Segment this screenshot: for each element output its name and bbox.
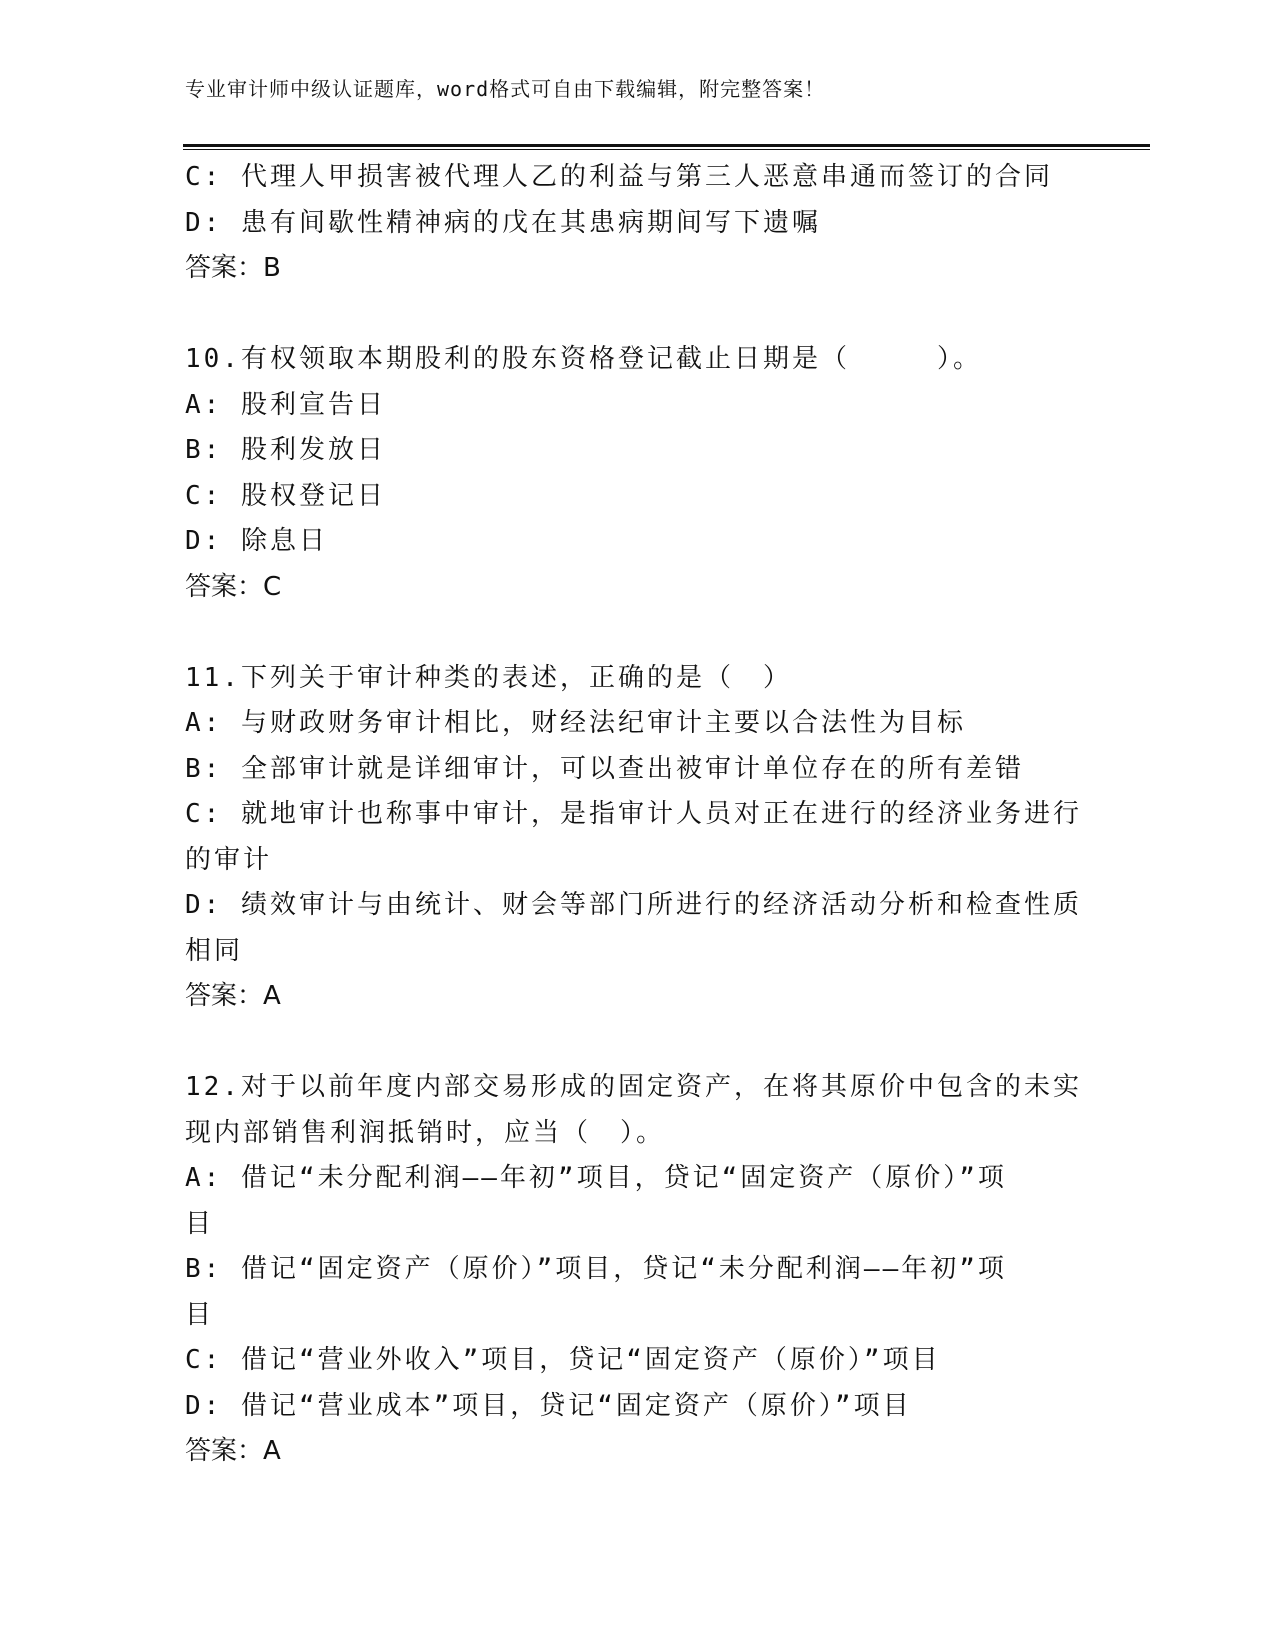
text-line: 目 xyxy=(185,1299,215,1330)
header-rule-thick xyxy=(183,144,1150,147)
text-line: 10.有权领取本期股利的股东资格登记截止日期是（ ）。 xyxy=(185,344,982,374)
text-line: 11.下列关于审计种类的表述，正确的是（ ） xyxy=(185,662,792,693)
text-line: C: 借记“营业外收入”项目，贷记“固定资产（原价）”项目 xyxy=(185,1345,941,1375)
text-line: C: 股权登记日 xyxy=(185,480,386,511)
text-line: 12.对于以前年度内部交易形成的固定资产，在将其原价中包含的未实 xyxy=(185,1072,1082,1102)
text-line: B: 全部审计就是详细审计，可以查出被审计单位存在的所有差错 xyxy=(185,753,1024,784)
text-line: D: 患有间歇性精神病的戊在其患病期间写下遗嘱 xyxy=(185,207,821,238)
answer-line: 答案：A xyxy=(185,1436,281,1466)
text-line: D: 除息日 xyxy=(185,526,328,556)
text-line: B: 股利发放日 xyxy=(185,435,386,465)
text-line: D: 绩效审计与由统计、财会等部门所进行的经济活动分析和检查性质 xyxy=(185,890,1082,920)
answer-line: 答案：B xyxy=(185,253,281,283)
answer-line: 答案：A xyxy=(185,981,281,1011)
text-line: 相同 xyxy=(185,935,244,966)
paragraph-gap xyxy=(185,292,1085,338)
text-line: C: 代理人甲损害被代理人乙的利益与第三人恶意串通而签订的合同 xyxy=(185,162,1053,192)
text-line: C: 就地审计也称事中审计，是指审计人员对正在进行的经济业务进行 xyxy=(185,799,1082,829)
question-content xyxy=(185,155,1085,1475)
text-line: A: 与财政财务审计相比，财经法纪审计主要以合法性为目标 xyxy=(185,708,966,738)
text-line: 现内部销售利润抵销时，应当（ ）。 xyxy=(185,1117,666,1148)
text-line: 的审计 xyxy=(185,844,273,875)
paragraph-gap xyxy=(185,1020,1085,1066)
text-line: D: 借记“营业成本”项目，贷记“固定资产（原价）”项目 xyxy=(185,1390,912,1421)
page-header: 专业审计师中级认证题库，word格式可自由下载编辑，附完整答案！ xyxy=(185,77,826,101)
text-line: A: 借记“未分配利润——年初”项目，贷记“固定资产（原价）”项 xyxy=(185,1163,1007,1193)
paragraph-gap xyxy=(185,610,1085,656)
text-line: A: 股利宣告日 xyxy=(185,389,386,420)
text-line: B: 借记“固定资产（原价）”项目，贷记“未分配利润——年初”项 xyxy=(185,1254,1007,1284)
header-rule-thin xyxy=(183,149,1150,150)
text-line: 目 xyxy=(185,1208,215,1239)
answer-line: 答案：C xyxy=(185,571,282,602)
